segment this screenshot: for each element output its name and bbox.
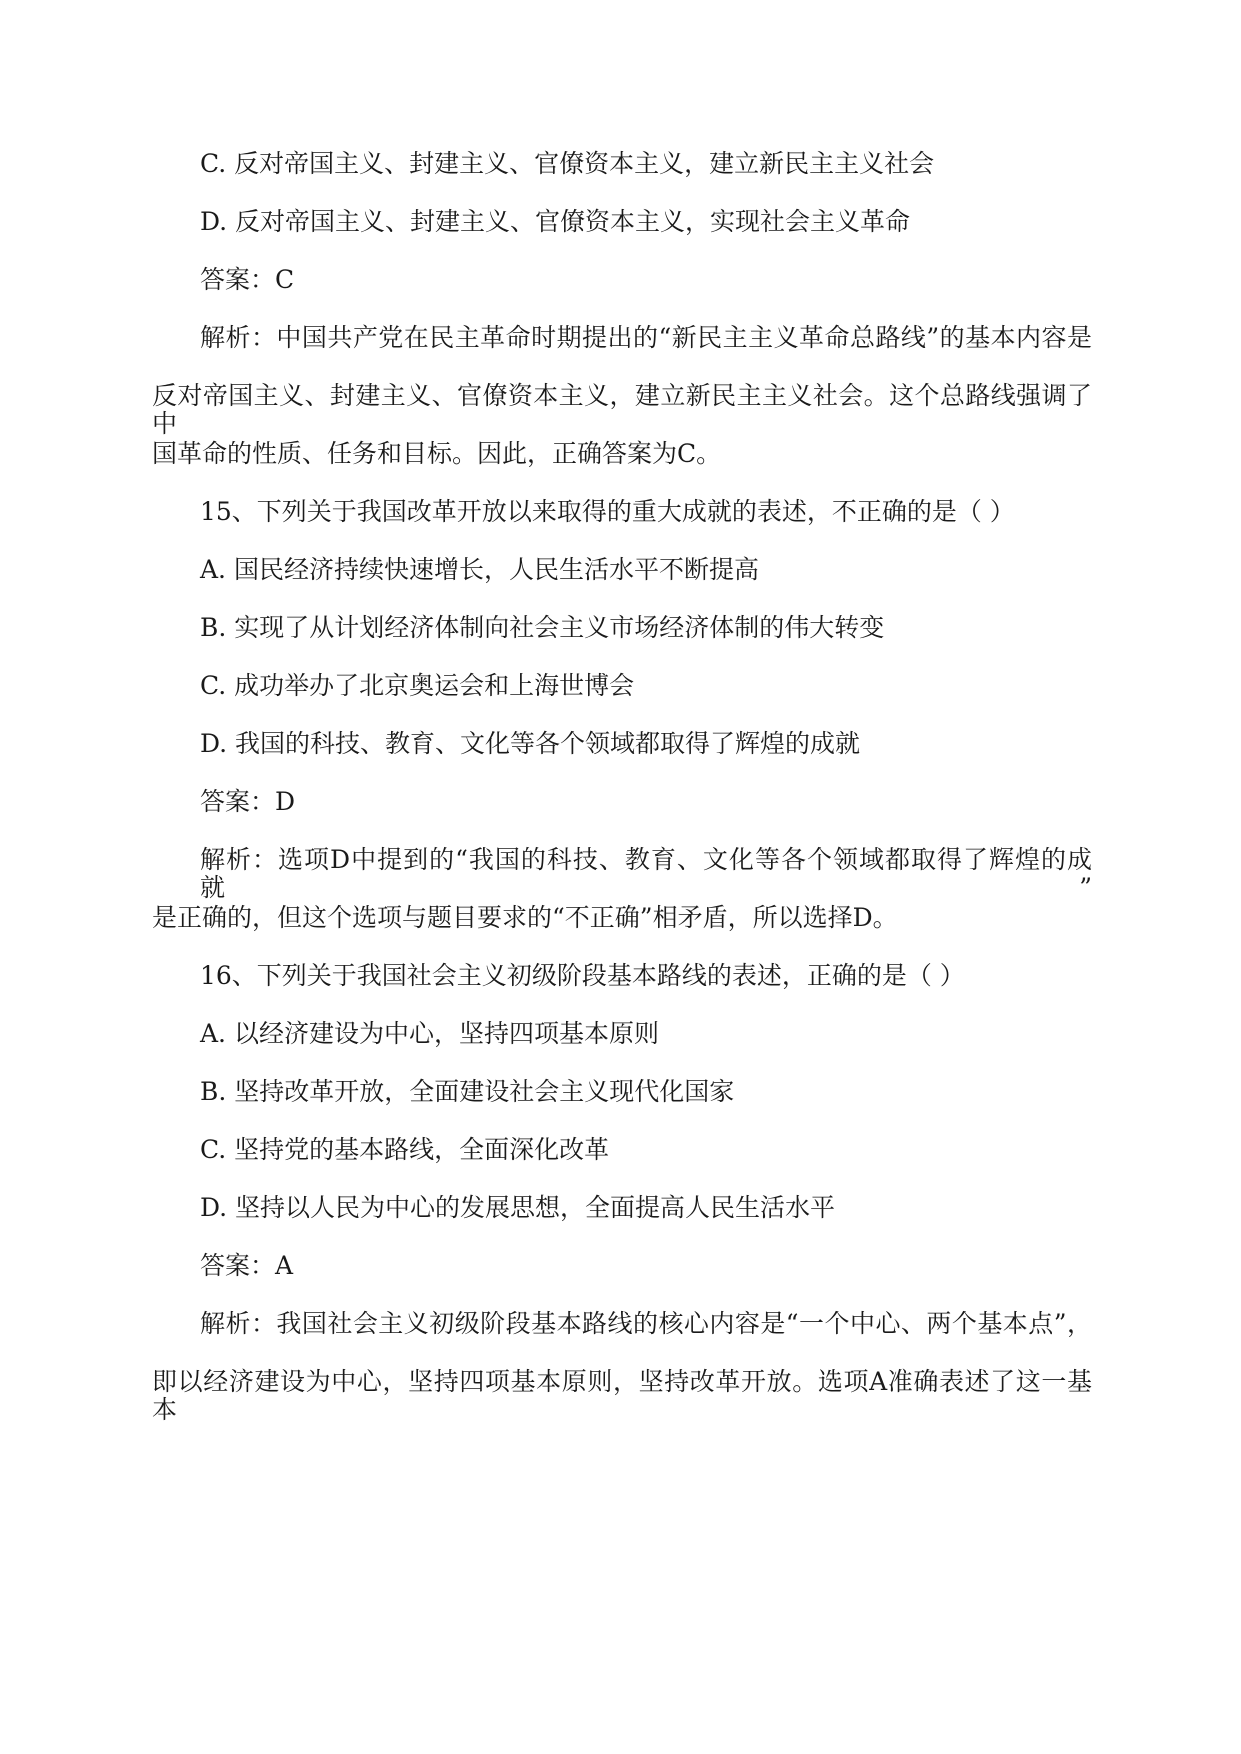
q16-option-b: B. 坚持改革开放，全面建设社会主义现代化国家: [200, 1077, 735, 1106]
q16-question: 16、下列关于我国社会主义初级阶段基本路线的表述，正确的是（ ）: [200, 961, 965, 990]
q16-analysis-line-1: 解析：我国社会主义初级阶段基本路线的核心内容是“一个中心、两个基本点”，: [200, 1309, 1092, 1338]
q16-answer: 答案：A: [200, 1251, 294, 1280]
q16-analysis-line-2: 即以经济建设为中心，坚持四项基本原则，坚持改革开放。选项A准确表述了这一基本: [152, 1367, 1092, 1424]
q15-option-d: D. 我国的科技、教育、文化等各个领域都取得了辉煌的成就: [200, 729, 861, 758]
q15-analysis-line-2: 是正确的，但这个选项与题目要求的“不正确”相矛盾，所以选择D。: [152, 903, 898, 932]
q14-analysis-line-3: 国革命的性质、任务和目标。因此，正确答案为C。: [152, 439, 722, 468]
q16-option-d: D. 坚持以人民为中心的发展思想，全面提高人民生活水平: [200, 1193, 836, 1222]
q14-analysis-line-1: 解析：中国共产党在民主革命时期提出的“新民主主义革命总路线”的基本内容是: [200, 323, 1092, 352]
q16-option-a: A. 以经济建设为中心，坚持四项基本原则: [200, 1019, 659, 1048]
q14-analysis-line-2: 反对帝国主义、封建主义、官僚资本主义，建立新民主主义社会。这个总路线强调了中: [152, 381, 1092, 438]
q15-answer: 答案：D: [200, 787, 296, 816]
q14-option-c: C. 反对帝国主义、封建主义、官僚资本主义，建立新民主主义社会: [200, 149, 935, 178]
q15-question: 15、下列关于我国改革开放以来取得的重大成就的表述，不正确的是（ ）: [200, 497, 1015, 526]
q15-analysis-line-1: 解析：选项D中提到的“我国的科技、教育、文化等各个领域都取得了辉煌的成就”: [200, 845, 1092, 902]
q16-option-c: C. 坚持党的基本路线，全面深化改革: [200, 1135, 610, 1164]
q15-option-c: C. 成功举办了北京奥运会和上海世博会: [200, 671, 635, 700]
q15-option-b: B. 实现了从计划经济体制向社会主义市场经济体制的伟大转变: [200, 613, 885, 642]
q14-option-d: D. 反对帝国主义、封建主义、官僚资本主义，实现社会主义革命: [200, 207, 911, 236]
q14-answer: 答案：C: [200, 265, 295, 294]
q15-option-a: A. 国民经济持续快速增长，人民生活水平不断提高: [200, 555, 759, 584]
